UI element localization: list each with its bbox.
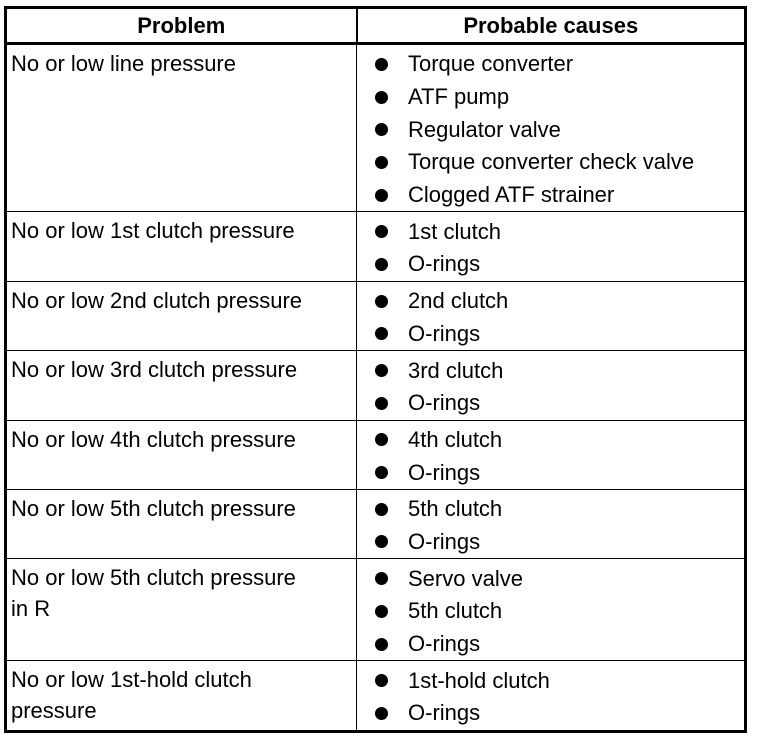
bullet-icon [375,123,388,136]
table-body [6,44,746,732]
problem-text: No or low 2nd clutch pressure [11,287,303,313]
cause-text: O-rings [408,631,481,657]
cause-text: 5th clutch [408,598,503,624]
cause-text: 5th clutch [408,496,503,522]
bullet-icon [375,156,388,169]
problem-text: No or low line pressure [11,51,236,76]
bullet-icon [375,466,388,479]
table-row [6,661,746,731]
cause-item [375,387,744,420]
bullet-icon [375,295,388,308]
cause-item [375,48,744,81]
cause-text: ATF pump [408,84,510,110]
cause-text: O-rings [408,320,481,346]
causes-column-header: Probable causes [357,8,746,44]
cause-text: Torque converter [408,51,574,77]
causes-list [357,282,744,350]
bullet-icon [375,91,388,104]
bullet-icon [375,572,388,585]
cause-item [375,215,744,248]
problem-cell [6,44,357,212]
cause-item [375,562,744,595]
cause-item [375,493,744,526]
cause-text: 3rd clutch [408,357,504,383]
cause-text: O-rings [408,390,481,416]
table-row [6,489,746,558]
cause-item [375,285,744,318]
cause-item [375,526,744,559]
cause-item [375,248,744,281]
causes-list [357,212,744,280]
bullet-icon [375,189,388,202]
bullet-icon [375,364,388,377]
causes-list [357,559,744,660]
cause-item [375,179,744,212]
cause-item [375,456,744,489]
bullet-icon [375,674,388,687]
problem-cell [6,420,357,489]
causes-list [357,490,744,558]
table-row [6,212,746,281]
cause-text: O-rings [408,251,481,277]
problem-cell [6,661,357,731]
cause-item [375,113,744,146]
table-row [6,420,746,489]
cause-item [375,628,744,661]
cause-item [375,81,744,114]
cause-text: O-rings [408,700,481,726]
problem-cell [6,559,357,661]
bullet-icon [375,707,388,720]
problem-cell [6,351,357,420]
bullet-icon [375,58,388,71]
cause-text: Regulator valve [408,116,561,142]
bullet-icon [375,638,388,651]
problem-cell [6,212,357,281]
table-row [6,559,746,661]
problem-cell [6,281,357,350]
problem-text: No or low 5th clutch pressure [11,495,296,521]
cause-text: O-rings [408,528,481,554]
causes-cell [357,661,746,731]
bullet-icon [375,535,388,548]
cause-item [375,664,744,697]
header-row [6,8,746,44]
table-row [6,44,746,212]
causes-cell [357,489,746,558]
causes-cell [357,420,746,489]
table-row [6,281,746,350]
cause-text: O-rings [408,459,481,485]
bullet-icon [375,225,388,238]
problem-text: No or low 5th clutch pressure in R [11,565,296,622]
causes-list [357,45,744,211]
table-row [6,351,746,420]
problem-text: No or low 3rd clutch pressure [11,357,298,383]
bullet-icon [375,258,388,271]
causes-list [357,351,744,419]
cause-text: 1st-hold clutch [408,667,550,693]
bullet-icon [375,433,388,446]
problem-text: No or low 4th clutch pressure [11,426,296,452]
cause-item [375,146,744,179]
causes-cell [357,351,746,420]
diagnosis-table [4,6,747,733]
cause-text: Torque converter check valve [408,149,695,175]
cause-item [375,354,744,387]
causes-list [357,421,744,489]
cause-item [375,318,744,351]
bullet-icon [375,605,388,618]
cause-item [375,595,744,628]
cause-text: Clogged ATF strainer [408,182,615,208]
cause-text: Servo valve [408,565,523,591]
cause-text: 4th clutch [408,426,503,452]
causes-cell [357,44,746,212]
bullet-icon [375,397,388,410]
problem-text: No or low 1st clutch pressure [11,218,295,244]
problem-cell [6,489,357,558]
causes-cell [357,559,746,661]
bullet-icon [375,503,388,516]
causes-list [357,661,744,729]
causes-cell [357,281,746,350]
causes-cell [357,212,746,281]
bullet-icon [375,327,388,340]
problem-column-header: Problem [6,8,357,44]
cause-text: 1st clutch [408,218,501,244]
cause-item [375,697,744,730]
problem-text: No or low 1st-hold clutch pressure [11,667,252,724]
cause-item [375,424,744,457]
cause-text: 2nd clutch [408,288,509,314]
